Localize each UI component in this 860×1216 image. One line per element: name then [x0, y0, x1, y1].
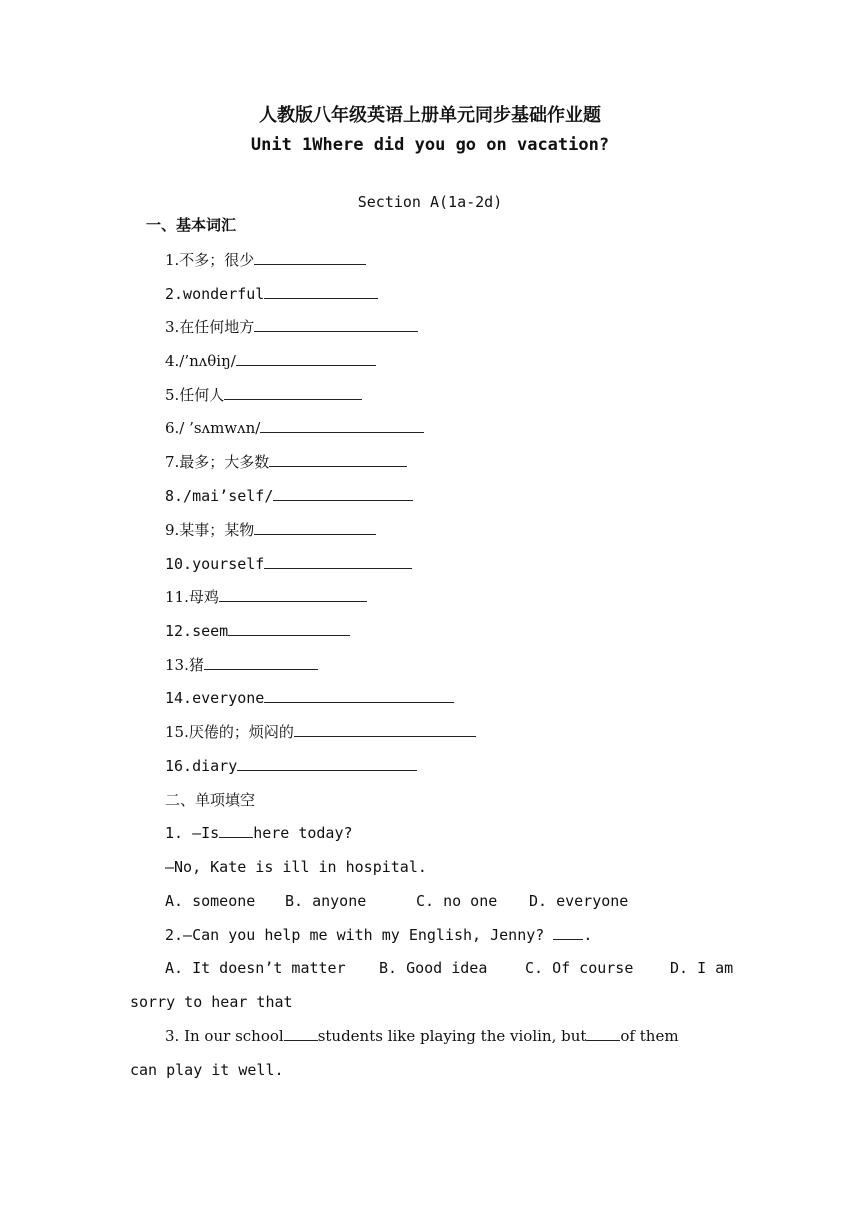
answer-blank[interactable]	[264, 688, 454, 703]
answer-blank[interactable]	[219, 587, 367, 602]
vocab-item: 13.猪	[165, 655, 318, 675]
question-1: 1. —Is here today?	[165, 824, 353, 842]
question-3-continuation: can play it well.	[130, 1061, 284, 1079]
answer-blank[interactable]	[260, 418, 424, 433]
vocab-item: 3.在任何地方	[165, 317, 418, 337]
vocab-item: 16.diary	[165, 756, 417, 776]
question-2-continuation: sorry to hear that	[130, 993, 293, 1011]
answer-blank[interactable]	[586, 1026, 620, 1041]
answer-blank[interactable]	[236, 351, 376, 366]
answer-blank[interactable]	[254, 250, 366, 265]
answer-blank[interactable]	[254, 520, 376, 535]
vocab-item: 10.yourself	[165, 554, 412, 574]
section-heading: Section A(1a-2d)	[357, 193, 503, 211]
page-title-en: Unit 1Where did you go on vacation?	[250, 135, 610, 155]
part2-heading: 二、单项填空	[165, 791, 256, 809]
page-title-cn: 人教版八年级英语上册单元同步基础作业题	[259, 105, 601, 126]
vocab-item: 2.wonderful	[165, 284, 378, 304]
answer-blank[interactable]	[264, 554, 412, 569]
answer-blank[interactable]	[284, 1026, 318, 1041]
question-2-option-a: A. It doesn’t matter	[165, 959, 346, 977]
vocab-item: 14.everyone	[165, 688, 454, 708]
question-1-option-d: D. everyone	[529, 892, 629, 910]
vocab-item: 9.某事；某物	[165, 520, 376, 540]
question-3: 3. In our school students like playing the violin, but of them	[165, 1027, 679, 1045]
question-1-option-b: B. anyone	[285, 892, 367, 910]
vocab-item: 7.最多；大多数	[165, 452, 407, 472]
part1-heading: 一、基本词汇	[146, 216, 237, 234]
answer-blank[interactable]	[228, 621, 350, 636]
vocab-item: 12.seem	[165, 621, 350, 641]
question-1-reply: —No, Kate is ill in hospital.	[165, 858, 427, 876]
question-2-option-d: D. I am	[670, 959, 734, 977]
answer-blank[interactable]	[224, 385, 362, 400]
question-2: 2.—Can you help me with my English, Jenny? .	[165, 926, 593, 944]
question-1-option-a: A. someone	[165, 892, 256, 910]
answer-blank[interactable]	[254, 317, 418, 332]
vocab-item: 6./ ’sʌmwʌn/	[165, 418, 424, 438]
question-1-option-c: C. no one	[416, 892, 498, 910]
vocab-item: 8./mai’self/	[165, 486, 413, 506]
vocab-item: 5.任何人	[165, 385, 362, 405]
answer-blank[interactable]	[273, 486, 413, 501]
answer-blank[interactable]	[553, 925, 583, 940]
vocab-item: 4./’nʌθiŋ/	[165, 351, 376, 371]
answer-blank[interactable]	[294, 722, 476, 737]
answer-blank[interactable]	[237, 756, 417, 771]
answer-blank[interactable]	[204, 655, 318, 670]
answer-blank[interactable]	[264, 284, 378, 299]
vocab-item: 15.厌倦的；烦闷的	[165, 722, 476, 742]
answer-blank[interactable]	[219, 823, 253, 838]
vocab-item: 11.母鸡	[165, 587, 367, 607]
question-2-option-b: B. Good idea	[379, 959, 488, 977]
vocab-item: 1.不多；很少	[165, 250, 366, 270]
question-2-option-c: C. Of course	[525, 959, 634, 977]
answer-blank[interactable]	[269, 452, 407, 467]
